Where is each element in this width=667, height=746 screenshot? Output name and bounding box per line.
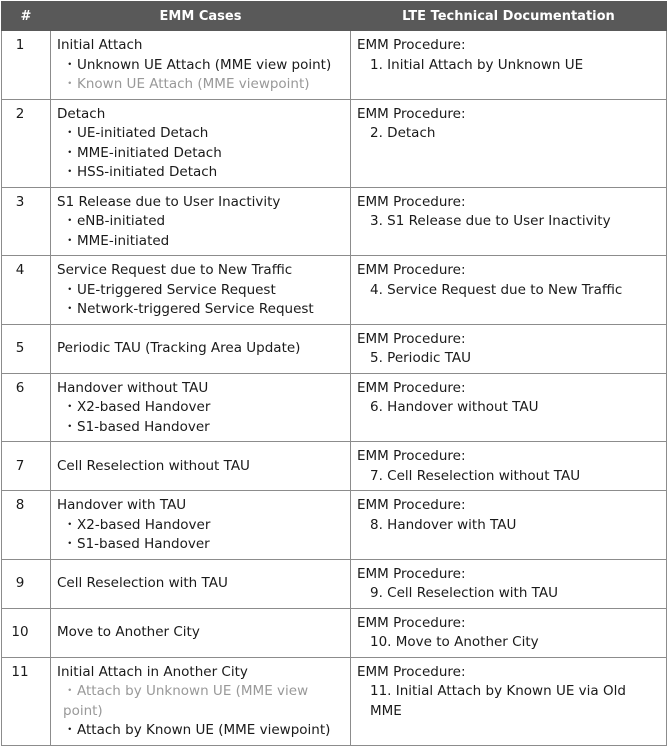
emm-case-cell — [51, 442, 351, 491]
table-row — [2, 608, 667, 657]
sub-item-text: UE-triggered Service Request — [77, 281, 276, 298]
emm-case-sub-item — [57, 124, 344, 144]
header-row — [2, 2, 667, 31]
row-number: 6 — [2, 373, 51, 442]
doc-procedure-label: EMM Procedure: — [357, 262, 466, 278]
table-row — [2, 491, 667, 560]
doc-procedure-label: EMM Procedure: — [357, 330, 466, 347]
emm-case-title: S1 Release due to User Inactivity — [57, 193, 281, 210]
emm-case-sub-item — [57, 535, 344, 555]
sub-item-text: X2-based Handover — [77, 516, 211, 533]
row-number: 9 — [2, 559, 51, 608]
emm-case-sub-item — [57, 398, 344, 418]
bullet-icon: ・ — [63, 232, 77, 249]
doc-link: 10. Move to Another City — [370, 634, 539, 650]
documentation-cell — [351, 187, 667, 256]
emm-case-sub-item — [57, 300, 344, 320]
doc-procedure-label: EMM Procedure: — [357, 448, 466, 464]
doc-link: 9. Cell Reselection with TAU — [370, 585, 558, 601]
header-emm-cases: EMM Cases — [51, 2, 351, 31]
emm-case-cell — [51, 256, 351, 325]
documentation-cell — [351, 99, 667, 187]
doc-link: 1. Initial Attach by Unknown UE — [370, 56, 584, 73]
sub-item-text: S1-based Handover — [77, 536, 210, 552]
emm-case-sub-item — [57, 418, 344, 438]
header-lte-documentation: LTE Technical Documentation — [351, 2, 667, 31]
bullet-icon: ・ — [63, 281, 77, 298]
emm-case-title: Cell Reselection with TAU — [57, 575, 228, 592]
sub-item-text: MME-initiated — [77, 232, 170, 249]
sub-item-text: X2-based Handover — [77, 399, 211, 415]
table-row — [2, 657, 667, 745]
row-number: 3 — [2, 187, 51, 256]
sub-item-text: S1-based Handover — [77, 418, 210, 435]
table-row — [2, 373, 667, 442]
bullet-icon: ・ — [63, 56, 77, 73]
emm-case-sub-item — [57, 281, 344, 301]
emm-case-sub-item — [57, 144, 344, 164]
emm-case-title: Initial Attach in Another City — [57, 663, 248, 680]
bullet-icon: ・ — [63, 418, 77, 435]
row-number: 2 — [2, 99, 51, 187]
sub-item-text: Attach by Known UE (MME viewpoint) — [77, 722, 331, 738]
sub-item-text: eNB-initiated — [77, 213, 166, 229]
emm-case-title: Move to Another City — [57, 624, 200, 641]
doc-link: 5. Periodic TAU — [370, 350, 472, 366]
emm-cases-table — [1, 1, 667, 746]
documentation-cell — [351, 657, 667, 745]
emm-case-cell — [51, 31, 351, 100]
row-number: 1 — [2, 31, 51, 100]
emm-case-title: Detach — [57, 105, 106, 122]
table-row — [2, 442, 667, 491]
bullet-icon: ・ — [63, 722, 77, 738]
emm-case-sub-item — [57, 56, 344, 76]
doc-procedure-label: EMM Procedure: — [357, 105, 466, 122]
emm-case-cell — [51, 608, 351, 657]
emm-case-cell — [51, 99, 351, 187]
sub-item-text: Attach by Unknown UE (MME view point) — [63, 683, 309, 719]
emm-case-cell — [51, 657, 351, 745]
emm-case-cell — [51, 187, 351, 256]
bullet-icon: ・ — [63, 213, 77, 229]
documentation-cell — [351, 491, 667, 560]
emm-case-title: Initial Attach — [57, 37, 143, 53]
doc-procedure-label: EMM Procedure: — [357, 379, 466, 396]
sub-item-text: HSS-initiated Detach — [77, 164, 218, 180]
doc-link: 4. Service Request due to New Traffic — [370, 281, 623, 298]
documentation-cell — [351, 31, 667, 100]
sub-item-text: Network-triggered Service Request — [77, 301, 314, 317]
documentation-cell — [351, 608, 667, 657]
emm-case-sub-item — [57, 212, 344, 232]
documentation-cell — [351, 256, 667, 325]
bullet-icon: ・ — [63, 164, 77, 180]
doc-procedure-label: EMM Procedure: — [357, 37, 466, 53]
bullet-icon: ・ — [63, 399, 77, 415]
emm-case-cell — [51, 373, 351, 442]
table-row — [2, 324, 667, 373]
doc-procedure-label: EMM Procedure: — [357, 565, 466, 582]
row-number: 11 — [2, 657, 51, 745]
bullet-icon: ・ — [63, 683, 77, 699]
doc-procedure-label: EMM Procedure: — [357, 497, 466, 513]
emm-case-cell — [51, 491, 351, 560]
bullet-icon: ・ — [63, 144, 77, 161]
emm-case-title: Handover with TAU — [57, 497, 187, 513]
emm-case-sub-item — [57, 721, 344, 741]
sub-item-text: Unknown UE Attach (MME view point) — [77, 56, 332, 73]
doc-procedure-label: EMM Procedure: — [357, 663, 466, 680]
table-row — [2, 559, 667, 608]
table-row — [2, 31, 667, 100]
emm-case-sub-item — [57, 682, 344, 721]
documentation-cell — [351, 442, 667, 491]
row-number: 10 — [2, 608, 51, 657]
emm-case-sub-item — [57, 232, 344, 252]
emm-case-title: Periodic TAU (Tracking Area Update) — [57, 340, 301, 357]
sub-item-text: Known UE Attach (MME viewpoint) — [77, 76, 310, 92]
row-number: 7 — [2, 442, 51, 491]
documentation-cell — [351, 559, 667, 608]
emm-case-title: Cell Reselection without TAU — [57, 457, 250, 474]
row-number: 8 — [2, 491, 51, 560]
doc-link: 6. Handover without TAU — [370, 399, 539, 415]
doc-link: 11. Initial Attach by Known UE via Old MME — [370, 683, 626, 719]
emm-case-sub-item — [57, 516, 344, 536]
doc-procedure-label: EMM Procedure: — [357, 193, 466, 210]
sub-item-text: UE-initiated Detach — [77, 125, 209, 141]
table-row — [2, 256, 667, 325]
bullet-icon: ・ — [63, 536, 77, 552]
bullet-icon: ・ — [63, 516, 77, 533]
documentation-cell — [351, 373, 667, 442]
doc-link: 2. Detach — [370, 125, 436, 141]
emm-case-title: Service Request due to New Traffic — [57, 262, 293, 278]
row-number: 5 — [2, 324, 51, 373]
doc-link: 3. S1 Release due to User Inactivity — [370, 213, 611, 229]
emm-case-sub-item — [57, 75, 344, 95]
doc-link: 8. Handover with TAU — [370, 516, 517, 533]
bullet-icon: ・ — [63, 125, 77, 141]
bullet-icon: ・ — [63, 301, 77, 317]
doc-procedure-label: EMM Procedure: — [357, 614, 466, 631]
doc-link: 7. Cell Reselection without TAU — [370, 467, 581, 484]
documentation-cell — [351, 324, 667, 373]
header-number: # — [2, 2, 51, 31]
emm-case-cell — [51, 559, 351, 608]
row-number: 4 — [2, 256, 51, 325]
table-row — [2, 187, 667, 256]
table-row — [2, 99, 667, 187]
emm-case-cell — [51, 324, 351, 373]
bullet-icon: ・ — [63, 76, 77, 92]
sub-item-text: MME-initiated Detach — [77, 144, 222, 161]
emm-case-sub-item — [57, 163, 344, 183]
emm-case-title: Handover without TAU — [57, 379, 209, 396]
